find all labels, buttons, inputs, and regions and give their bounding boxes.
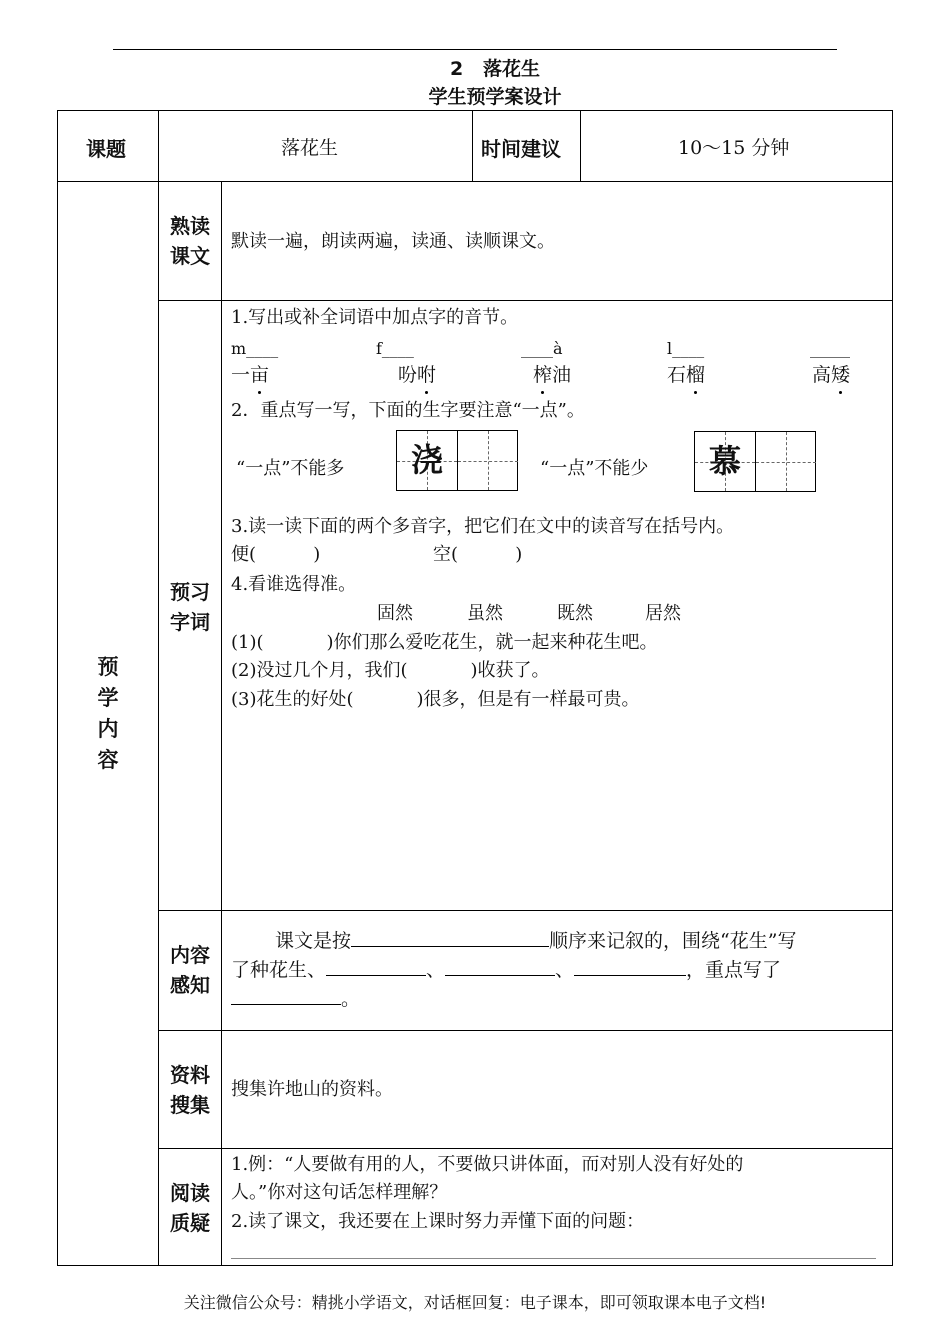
content-line-2: 了种花生、 、 、 ，重点写了 [231, 959, 782, 981]
q4-option-2: 虽然 [467, 603, 503, 624]
pinyin-1: m____ [231, 339, 279, 358]
top-divider-2 [472, 110, 473, 182]
topic-value: 落花生 [281, 137, 339, 159]
pinyin-5: _____ [810, 339, 850, 358]
topic-label: 课题 [86, 137, 126, 161]
lesson-title [0, 54, 950, 81]
table-top-border [57, 110, 893, 111]
word-1: 一亩 [231, 364, 270, 386]
materials-label: 资料 搜集 [170, 1063, 210, 1117]
q4-item-2: (2)没过几个月，我们( )收获了。 [231, 660, 550, 681]
grid-char-1: 浇 [410, 441, 443, 479]
q3-item-b: 空( ) [433, 544, 523, 565]
lesson-number: 2 [449, 58, 464, 80]
words-q2: 2．重点写一写，下面的生字要注意“一点”。 [231, 400, 585, 421]
side-column-divider [158, 181, 159, 1266]
materials-instruction: 搜集许地山的资料。 [231, 1079, 393, 1100]
time-value: 10～15 分钟 [678, 137, 790, 159]
q4-item-1: (1)( )你们那么爱吃花生，就一起来种花生吧。 [231, 632, 658, 653]
pinyin-4: l____ [667, 339, 705, 358]
content-blank-5[interactable] [231, 986, 341, 1005]
q4-option-3: 既然 [557, 603, 593, 624]
side-label-char: 容 [97, 748, 119, 772]
content-blank-1[interactable] [351, 928, 549, 947]
writing-grid-2 [694, 431, 816, 492]
writing-grid-1 [396, 430, 518, 491]
q4-option-1: 固然 [377, 603, 413, 624]
word-3: 榨油 [533, 364, 572, 386]
footer-note: 关注微信公众号：精挑小学语文，对话框回复：电子课本，即可领取课本电子文档! [183, 1293, 767, 1312]
content-blank-3[interactable] [445, 957, 555, 976]
content-line-1: 课文是按 顺序来记叙的，围绕“花生”写 [275, 930, 797, 952]
page-subtitle: 学生预学案设计 [428, 86, 562, 108]
table-left-border [57, 110, 58, 1266]
q4-item-3: (3)花生的好处( )很多，但是有一样最可贵。 [231, 689, 640, 710]
questions-label: 阅读 质疑 [170, 1181, 210, 1235]
words-q1: 1.写出或补全词语中加点字的音节。 [231, 307, 519, 328]
word-5: 高矮 [812, 364, 851, 386]
table-bottom-border [57, 1265, 893, 1266]
pinyin-2: f____ [376, 339, 414, 358]
section-divider-4 [158, 1148, 893, 1149]
content-blank-4[interactable] [574, 957, 686, 976]
row-top-border [57, 181, 893, 182]
read-label: 熟读 课文 [170, 214, 210, 268]
answer-line[interactable] [231, 1258, 876, 1259]
section-divider-3 [158, 1030, 893, 1031]
top-divider-3 [580, 110, 581, 182]
top-divider-1 [158, 110, 159, 182]
section-divider-1 [158, 300, 893, 301]
content-blank-2[interactable] [326, 957, 426, 976]
q4-option-4: 居然 [645, 603, 681, 624]
table-right-border [892, 110, 893, 1266]
side-label-char: 学 [97, 686, 119, 710]
label-column-divider [221, 181, 222, 1266]
questions-q1-line1: 1.例：“人要做有用的人，不要做只讲体面，而对别人没有好处的 [231, 1154, 744, 1175]
side-label [92, 652, 124, 776]
q3-item-a: 便( ) [231, 544, 321, 565]
side-label-char: 预 [97, 655, 119, 679]
side-label-char: 内 [97, 717, 119, 741]
words-label: 预习 字词 [170, 580, 210, 634]
grid-char-2: 慕 [708, 442, 741, 480]
questions-q2: 2.读了课文，我还要在上课时努力弄懂下面的问题： [231, 1211, 645, 1232]
lesson-name: 落花生 [483, 58, 541, 80]
content-label: 内容 感知 [170, 943, 210, 997]
q2-left-text: “一点”不能多 [236, 458, 345, 479]
words-q4: 4.看谁选得准。 [231, 574, 357, 595]
word-4: 石榴 [667, 364, 706, 386]
q2-right-text: “一点”不能少 [540, 458, 649, 479]
word-2: 吩咐 [398, 364, 437, 386]
questions-q1-line2: 人。”你对这句话怎样理解？ [231, 1182, 448, 1203]
top-rule [113, 49, 837, 50]
words-q3: 3.读一读下面的两个多音字，把它们在文中的读音写在括号内。 [231, 516, 735, 537]
section-divider-2 [158, 910, 893, 911]
content-line-3: 。 [231, 986, 360, 1012]
time-label: 时间建议 [481, 137, 561, 161]
pinyin-3: ____à [521, 339, 563, 358]
read-instruction: 默读一遍，朗读两遍，读通、读顺课文。 [231, 231, 555, 252]
